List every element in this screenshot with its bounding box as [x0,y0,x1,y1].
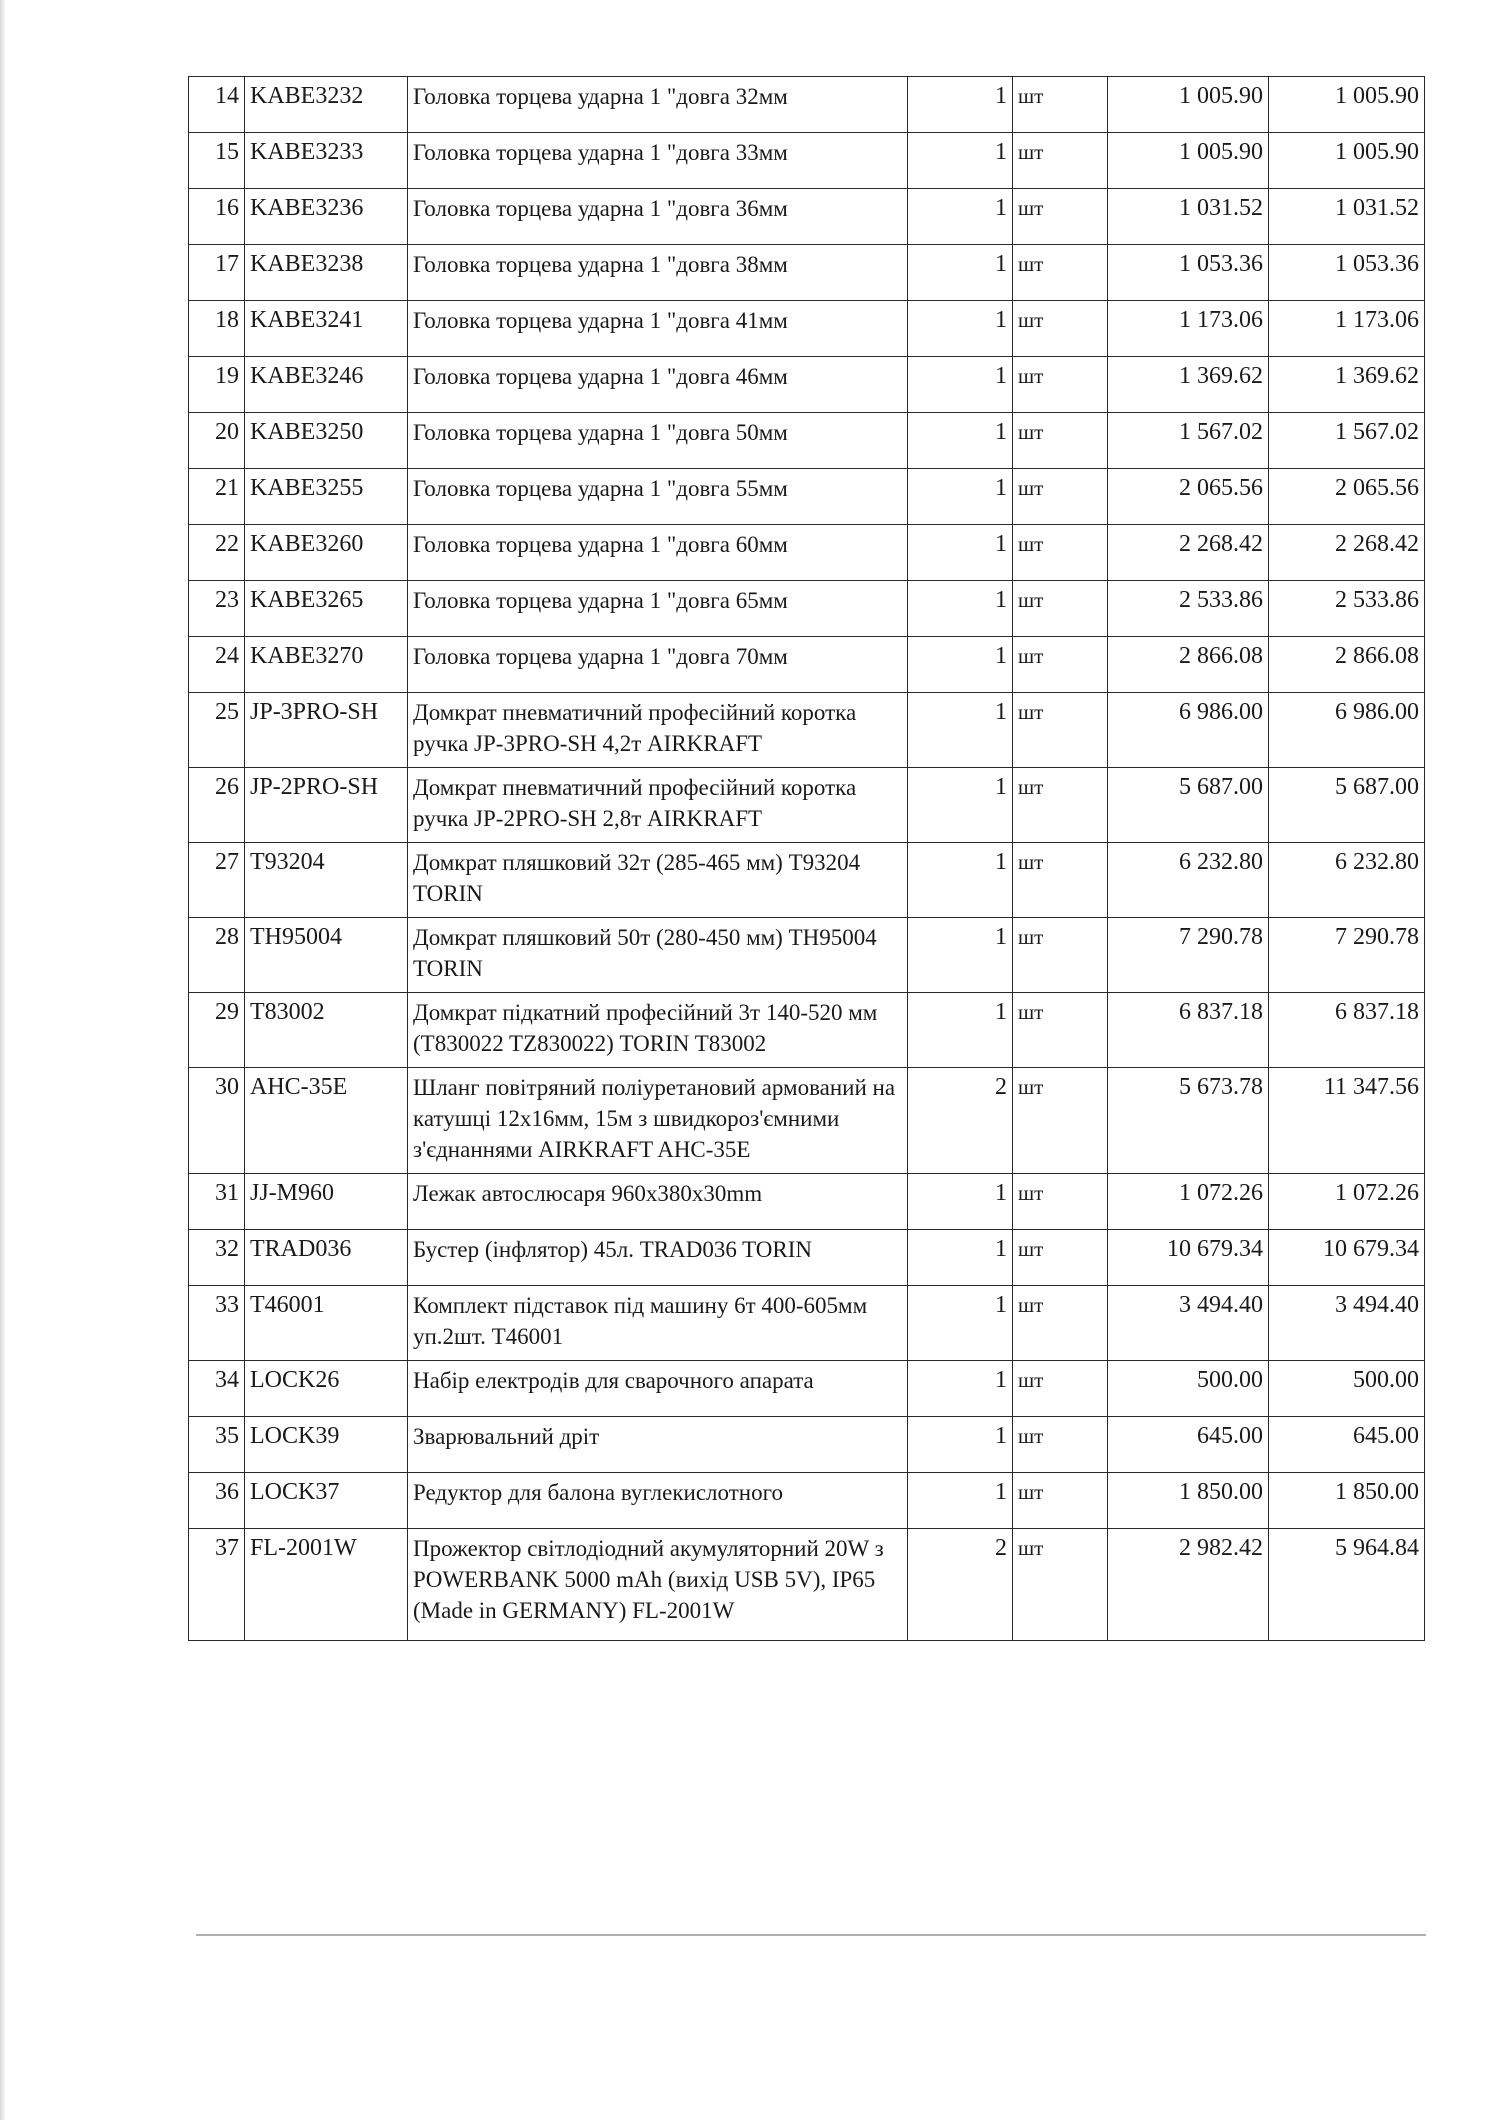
row-number: 24 [189,637,245,693]
item-quantity: 1 [908,301,1013,357]
item-unit: шт [1013,843,1108,918]
table-row [189,918,1425,993]
item-quantity: 1 [908,1361,1013,1417]
item-name: Домкрат пневматичний професійний коротка ручка JP-2PRO-SH 2,8т AIRKRAFT [408,768,908,843]
item-total: 1 369.62 [1269,357,1425,413]
row-number: 29 [189,993,245,1068]
item-name: Головка торцева ударна 1 "довга 70мм [408,637,908,693]
item-price: 1 031.52 [1108,189,1269,245]
goods-table-wrapper [188,76,1424,1641]
item-quantity: 1 [908,581,1013,637]
row-number: 18 [189,301,245,357]
item-name: Головка торцева ударна 1 "довга 60мм [408,525,908,581]
item-unit: шт [1013,133,1108,189]
item-quantity: 1 [908,693,1013,768]
item-code: T93204 [245,843,408,918]
row-number: 28 [189,918,245,993]
item-price: 2 982.42 [1108,1529,1269,1641]
item-code: TRAD036 [245,1230,408,1286]
item-unit: шт [1013,1361,1108,1417]
table-row [189,581,1425,637]
item-total: 7 290.78 [1269,918,1425,993]
item-quantity: 1 [908,525,1013,581]
item-quantity: 1 [908,469,1013,525]
item-name: Головка торцева ударна 1 "довга 32мм [408,77,908,133]
item-total: 1 850.00 [1269,1473,1425,1529]
item-price: 500.00 [1108,1361,1269,1417]
item-quantity: 1 [908,768,1013,843]
item-unit: шт [1013,768,1108,843]
item-name: Головка торцева ударна 1 "довга 46мм [408,357,908,413]
item-total: 1 072.26 [1269,1174,1425,1230]
table-row [189,1529,1425,1641]
item-code: KABE3270 [245,637,408,693]
item-total: 1 173.06 [1269,301,1425,357]
goods-table [188,76,1425,1641]
row-number: 32 [189,1230,245,1286]
table-row [189,525,1425,581]
row-number: 15 [189,133,245,189]
table-row [189,357,1425,413]
item-unit: шт [1013,993,1108,1068]
item-code: LOCK37 [245,1473,408,1529]
item-total: 3 494.40 [1269,1286,1425,1361]
item-price: 1 173.06 [1108,301,1269,357]
table-row [189,77,1425,133]
row-number: 20 [189,413,245,469]
item-unit: шт [1013,1417,1108,1473]
item-total: 500.00 [1269,1361,1425,1417]
scan-edge-shadow [0,0,6,2120]
item-name: Головка торцева ударна 1 "довга 41мм [408,301,908,357]
item-total: 6 986.00 [1269,693,1425,768]
item-unit: шт [1013,525,1108,581]
row-number: 22 [189,525,245,581]
item-total: 1 005.90 [1269,77,1425,133]
item-unit: шт [1013,1529,1108,1641]
item-name: Головка торцева ударна 1 "довга 36мм [408,189,908,245]
item-unit: шт [1013,77,1108,133]
row-number: 26 [189,768,245,843]
table-row [189,301,1425,357]
row-number: 33 [189,1286,245,1361]
item-total: 1 031.52 [1269,189,1425,245]
item-quantity: 1 [908,245,1013,301]
row-number: 34 [189,1361,245,1417]
item-name: Редуктор для балона вуглекислотного [408,1473,908,1529]
item-unit: шт [1013,1473,1108,1529]
item-price: 1 567.02 [1108,413,1269,469]
table-row [189,189,1425,245]
table-row [189,1473,1425,1529]
item-price: 1 369.62 [1108,357,1269,413]
item-name: Бустер (інфлятор) 45л. TRAD036 TORIN [408,1230,908,1286]
item-code: JP-2PRO-SH [245,768,408,843]
row-number: 23 [189,581,245,637]
item-unit: шт [1013,301,1108,357]
item-code: TH95004 [245,918,408,993]
table-row [189,1174,1425,1230]
item-price: 1 005.90 [1108,77,1269,133]
item-code: KABE3246 [245,357,408,413]
item-name: Лежак автослюсаря 960x380x30mm [408,1174,908,1230]
item-unit: шт [1013,469,1108,525]
table-row [189,133,1425,189]
table-row [189,1286,1425,1361]
table-row [189,693,1425,768]
item-code: KABE3250 [245,413,408,469]
item-total: 1 567.02 [1269,413,1425,469]
item-total: 2 533.86 [1269,581,1425,637]
item-unit: шт [1013,189,1108,245]
item-price: 5 687.00 [1108,768,1269,843]
item-name: Головка торцева ударна 1 "довга 55мм [408,469,908,525]
item-code: KABE3238 [245,245,408,301]
item-quantity: 1 [908,77,1013,133]
item-name: Комплект підставок під машину 6т 400-605мм уп.2шт. T46001 [408,1286,908,1361]
item-code: AHC-35E [245,1068,408,1174]
item-total: 1 053.36 [1269,245,1425,301]
table-row [189,843,1425,918]
item-quantity: 2 [908,1529,1013,1641]
item-total: 2 065.56 [1269,469,1425,525]
item-price: 2 866.08 [1108,637,1269,693]
item-price: 3 494.40 [1108,1286,1269,1361]
table-row [189,637,1425,693]
item-quantity: 1 [908,637,1013,693]
item-name: Набір електродів для сварочного апарата [408,1361,908,1417]
item-quantity: 1 [908,993,1013,1068]
item-unit: шт [1013,413,1108,469]
item-price: 5 673.78 [1108,1068,1269,1174]
item-price: 1 005.90 [1108,133,1269,189]
item-code: JP-3PRO-SH [245,693,408,768]
item-code: KABE3233 [245,133,408,189]
item-price: 2 065.56 [1108,469,1269,525]
item-total: 11 347.56 [1269,1068,1425,1174]
table-row [189,1417,1425,1473]
item-name: Зварювальний дріт [408,1417,908,1473]
table-bottom-rule [196,1934,1426,1936]
item-total: 2 268.42 [1269,525,1425,581]
item-price: 6 232.80 [1108,843,1269,918]
row-number: 19 [189,357,245,413]
row-number: 14 [189,77,245,133]
item-code: LOCK26 [245,1361,408,1417]
row-number: 30 [189,1068,245,1174]
item-total: 645.00 [1269,1417,1425,1473]
table-row [189,1361,1425,1417]
row-number: 27 [189,843,245,918]
item-code: T46001 [245,1286,408,1361]
item-quantity: 1 [908,1417,1013,1473]
item-unit: шт [1013,1230,1108,1286]
item-unit: шт [1013,1174,1108,1230]
item-code: T83002 [245,993,408,1068]
item-unit: шт [1013,1286,1108,1361]
item-total: 10 679.34 [1269,1230,1425,1286]
item-price: 7 290.78 [1108,918,1269,993]
item-total: 5 964.84 [1269,1529,1425,1641]
row-number: 35 [189,1417,245,1473]
item-quantity: 1 [908,1473,1013,1529]
item-quantity: 1 [908,843,1013,918]
item-price: 1 850.00 [1108,1473,1269,1529]
table-row [189,245,1425,301]
item-quantity: 1 [908,1230,1013,1286]
table-row [189,768,1425,843]
item-total: 1 005.90 [1269,133,1425,189]
item-name: Головка торцева ударна 1 "довга 50мм [408,413,908,469]
item-total: 6 837.18 [1269,993,1425,1068]
item-code: JJ-M960 [245,1174,408,1230]
item-quantity: 1 [908,133,1013,189]
item-price: 645.00 [1108,1417,1269,1473]
item-unit: шт [1013,245,1108,301]
item-code: KABE3255 [245,469,408,525]
item-quantity: 1 [908,189,1013,245]
table-row [189,1230,1425,1286]
item-price: 2 533.86 [1108,581,1269,637]
item-name: Головка торцева ударна 1 "довга 38мм [408,245,908,301]
row-number: 16 [189,189,245,245]
item-price: 10 679.34 [1108,1230,1269,1286]
item-unit: шт [1013,637,1108,693]
row-number: 36 [189,1473,245,1529]
table-row [189,993,1425,1068]
item-quantity: 1 [908,1286,1013,1361]
item-total: 2 866.08 [1269,637,1425,693]
item-name: Домкрат пляшковий 32т (285-465 мм) T93204 TORIN [408,843,908,918]
item-price: 2 268.42 [1108,525,1269,581]
item-code: KABE3260 [245,525,408,581]
item-code: KABE3241 [245,301,408,357]
item-price: 6 986.00 [1108,693,1269,768]
item-quantity: 1 [908,1174,1013,1230]
item-code: LOCK39 [245,1417,408,1473]
row-number: 31 [189,1174,245,1230]
item-code: KABE3232 [245,77,408,133]
item-name: Прожектор світлодіодний акумуляторний 20W з POWERBANK 5000 mAh (вихід USB 5V), IP65 (Made in GERMANY) FL-2001W [408,1529,908,1641]
item-total: 5 687.00 [1269,768,1425,843]
table-row [189,1068,1425,1174]
goods-table-body [189,77,1425,1641]
item-unit: шт [1013,581,1108,637]
item-name: Домкрат пневматичний професійний коротка ручка JP-3PRO-SH 4,2т AIRKRAFT [408,693,908,768]
item-code: KABE3236 [245,189,408,245]
item-code: FL-2001W [245,1529,408,1641]
item-price: 1 072.26 [1108,1174,1269,1230]
item-name: Головка торцева ударна 1 "довга 65мм [408,581,908,637]
row-number: 17 [189,245,245,301]
item-code: KABE3265 [245,581,408,637]
item-quantity: 1 [908,413,1013,469]
item-name: Домкрат пляшковий 50т (280-450 мм) TH95004 TORIN [408,918,908,993]
item-quantity: 1 [908,918,1013,993]
item-name: Домкрат підкатний професійний 3т 140-520 мм (T830022 TZ830022) TORIN T83002 [408,993,908,1068]
item-name: Шланг повітряний поліуретановий армований на катушці 12x16мм, 15м з швидкороз'ємними з'єднаннями AIRKRAFT AHC-35E [408,1068,908,1174]
row-number: 21 [189,469,245,525]
item-unit: шт [1013,918,1108,993]
row-number: 37 [189,1529,245,1641]
row-number: 25 [189,693,245,768]
item-price: 1 053.36 [1108,245,1269,301]
table-row [189,413,1425,469]
item-total: 6 232.80 [1269,843,1425,918]
item-quantity: 2 [908,1068,1013,1174]
item-name: Головка торцева ударна 1 "довга 33мм [408,133,908,189]
table-row [189,469,1425,525]
item-unit: шт [1013,693,1108,768]
item-quantity: 1 [908,357,1013,413]
item-unit: шт [1013,1068,1108,1174]
item-unit: шт [1013,357,1108,413]
item-price: 6 837.18 [1108,993,1269,1068]
